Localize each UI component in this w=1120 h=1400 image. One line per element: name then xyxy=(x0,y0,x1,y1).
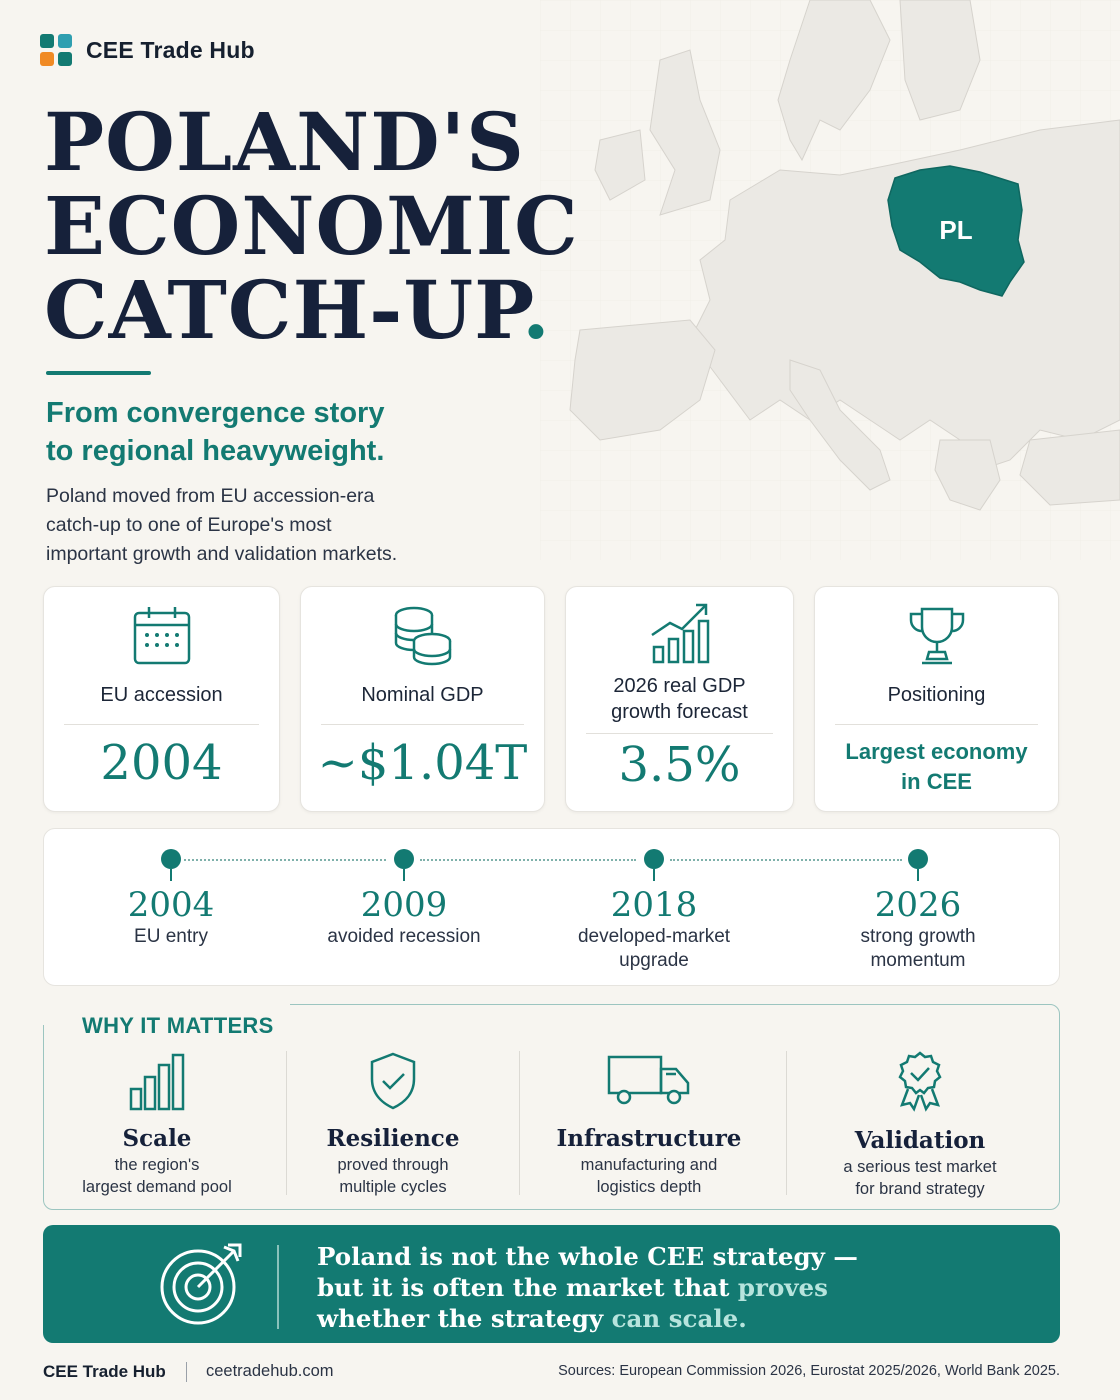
intro-line: Poland moved from EU accession-era xyxy=(46,485,375,507)
quote-line: Poland is not the whole CEE strategy — xyxy=(317,1242,858,1271)
footer-separator xyxy=(186,1362,187,1382)
why-text: largest demand pool xyxy=(82,1178,232,1196)
accent-rule xyxy=(46,371,151,375)
quote-highlight: proves xyxy=(737,1273,828,1302)
stat-value-line: Largest economy xyxy=(845,739,1028,764)
stat-value xyxy=(825,737,1048,797)
stat-label: EU accession xyxy=(100,684,223,706)
logo-square xyxy=(58,34,72,48)
timeline-dot xyxy=(644,849,664,869)
quote-text: but it is often the market that xyxy=(317,1273,738,1302)
timeline-stem xyxy=(653,869,655,881)
why-text: manufacturing and xyxy=(580,1156,718,1174)
timeline-label: avoided recession xyxy=(327,926,481,947)
timeline-item xyxy=(71,849,271,949)
europe-map xyxy=(540,0,1120,560)
subheadline-line: to regional heavyweight. xyxy=(46,435,385,467)
stat-card-eu-accession xyxy=(43,586,280,812)
shield-check-icon xyxy=(368,1051,418,1111)
intro-line: important growth and validation markets. xyxy=(46,543,398,565)
why-divider xyxy=(786,1051,787,1195)
headline-line: ECONOMIC xyxy=(44,179,579,273)
conclusion-quote xyxy=(317,1241,957,1334)
timeline-stem xyxy=(917,869,919,881)
timeline-stem xyxy=(403,869,405,881)
target-icon xyxy=(158,1241,244,1327)
timeline-dot xyxy=(908,849,928,869)
stat-card-positioning xyxy=(814,586,1059,812)
headline-line-text: CATCH-UP xyxy=(44,263,523,357)
timeline-label: upgrade xyxy=(619,950,689,971)
timeline xyxy=(43,828,1060,986)
quote-line xyxy=(317,1303,957,1334)
headline-line xyxy=(44,263,604,357)
why-divider xyxy=(519,1051,520,1195)
timeline-stem xyxy=(170,869,172,881)
stat-value: ~$1.04T xyxy=(317,735,528,791)
stat-label xyxy=(566,673,793,725)
stat-value: 3.5% xyxy=(618,737,741,793)
why-item-scale xyxy=(52,1051,262,1198)
stat-card-nominal-gdp xyxy=(300,586,545,812)
logo-square xyxy=(58,52,72,66)
why-it-matters-title: WHY IT MATTERS xyxy=(66,1003,290,1049)
timeline-item xyxy=(304,849,504,949)
why-divider xyxy=(286,1051,287,1195)
why-heading: Infrastructure xyxy=(556,1125,742,1152)
footer xyxy=(43,1360,1060,1384)
why-item-infrastructure xyxy=(529,1051,769,1198)
intro-line: catch-up to one of Europe's most xyxy=(46,514,332,536)
footer-url-link[interactable]: ceetradehub.com xyxy=(206,1362,334,1380)
footer-sources: Sources: European Commission 2026, Eurostat 2025/2026, World Bank 2025. xyxy=(558,1363,1060,1379)
stat-label: Positioning xyxy=(887,684,986,706)
calendar-icon xyxy=(132,605,192,667)
trophy-icon xyxy=(906,605,968,667)
card-divider xyxy=(321,724,524,725)
timeline-dot xyxy=(394,849,414,869)
why-text: proved through xyxy=(337,1156,449,1174)
quote-line xyxy=(317,1272,957,1303)
timeline-label: developed-market xyxy=(577,926,731,947)
why-item-validation xyxy=(814,1051,1026,1200)
card-divider xyxy=(835,724,1038,725)
stat-label-line: growth forecast xyxy=(611,701,748,723)
bar-chart-icon xyxy=(127,1051,187,1111)
truck-icon xyxy=(606,1051,692,1111)
stat-card-gdp-growth xyxy=(565,586,794,812)
timeline-year: 2018 xyxy=(610,885,698,925)
why-heading: Resilience xyxy=(326,1125,460,1152)
quote-text: whether the strategy xyxy=(317,1304,612,1333)
intro-paragraph xyxy=(46,482,506,569)
conclusion-banner xyxy=(43,1225,1060,1343)
timeline-label: EU entry xyxy=(134,926,208,947)
logo-square xyxy=(40,52,54,66)
headline-line: POLAND'S xyxy=(44,95,525,189)
growth-chart-icon xyxy=(648,601,712,665)
stat-label-line: 2026 real GDP xyxy=(613,675,746,697)
why-heading: Scale xyxy=(122,1125,192,1152)
stat-value-line: in CEE xyxy=(901,769,972,794)
headline-dot: . xyxy=(522,263,551,357)
award-badge-icon xyxy=(894,1051,946,1113)
timeline-year: 2004 xyxy=(127,885,215,925)
timeline-item xyxy=(818,849,1018,973)
subheadline-line: From convergence story xyxy=(46,397,385,429)
poland-label: PL xyxy=(939,215,973,245)
quote-highlight: can scale. xyxy=(611,1304,747,1333)
why-text: the region's xyxy=(114,1156,200,1174)
timeline-item xyxy=(554,849,754,973)
brand-name: CEE Trade Hub xyxy=(86,36,255,63)
brand-logo-icon xyxy=(40,34,72,66)
card-divider xyxy=(586,733,773,734)
brand-header xyxy=(40,34,255,66)
timeline-year: 2026 xyxy=(874,885,962,925)
timeline-year: 2009 xyxy=(360,885,448,925)
why-text: logistics depth xyxy=(596,1178,702,1196)
headline xyxy=(44,95,604,357)
card-divider xyxy=(64,724,259,725)
subheadline xyxy=(46,394,526,470)
banner-divider xyxy=(277,1245,279,1329)
why-text: multiple cycles xyxy=(339,1178,447,1196)
why-heading: Validation xyxy=(854,1127,986,1154)
footer-brand: CEE Trade Hub xyxy=(43,1362,166,1381)
logo-square xyxy=(40,34,54,48)
why-item-resilience xyxy=(290,1051,496,1198)
why-text: a serious test market xyxy=(843,1158,997,1176)
timeline-label: momentum xyxy=(870,950,966,971)
why-text: for brand strategy xyxy=(855,1180,985,1198)
coins-icon xyxy=(392,605,454,667)
timeline-dot xyxy=(161,849,181,869)
why-it-matters-panel xyxy=(43,1004,1060,1210)
timeline-label: strong growth xyxy=(860,926,976,947)
stat-label: Nominal GDP xyxy=(361,684,484,706)
stat-value: 2004 xyxy=(100,735,223,791)
